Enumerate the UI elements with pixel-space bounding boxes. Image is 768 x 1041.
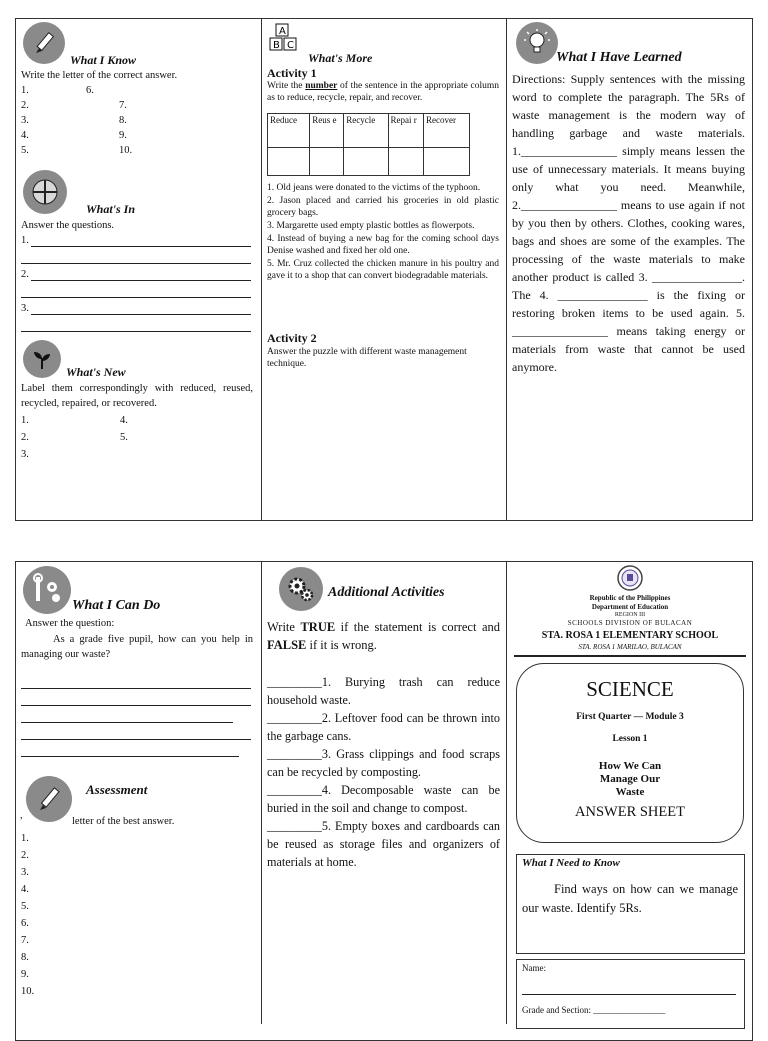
answer-line (31, 314, 251, 315)
pencil-icon (26, 776, 72, 822)
true-keyword: TRUE (300, 620, 336, 634)
list-item: 1. (21, 415, 29, 426)
in-item: 3. (21, 303, 29, 314)
lesson-topic: How We Can Manage Our Waste (598, 760, 662, 798)
svg-text:A: A (279, 26, 286, 37)
table-header: Recover (423, 114, 469, 148)
school-name: STA. ROSA 1 ELEMENTARY SCHOOL (541, 630, 719, 641)
list-item: 5. (120, 432, 128, 443)
in-item: 2. (21, 269, 29, 280)
list-item: 10. (21, 986, 35, 997)
table-header: Recycle (344, 114, 388, 148)
list-item: _________5. Empty boxes and cardboards can be reused as storage files and organizers of materials at home. (267, 819, 500, 869)
list-item: 1. (21, 85, 29, 96)
additional-items (267, 673, 500, 871)
section-title-what-i-have-learned: What I Have Learned (556, 50, 682, 65)
header-region: REGION III (614, 612, 646, 618)
top-divider-1 (261, 18, 262, 521)
list-item: 5. Mr. Cruz collected the chicken manure in his poultry and gave it to a shop that can convert biodegradable materials. (267, 259, 499, 281)
assessment-instruction: letter of the best answer. (72, 816, 175, 827)
activity1-instruction (267, 80, 499, 104)
table-header: Reduce (268, 114, 310, 148)
answer-line (21, 331, 251, 332)
list-item: 10. (119, 145, 133, 156)
list-item: 3. (21, 115, 29, 126)
list-item: 6. (21, 918, 29, 929)
lightbulb-icon (516, 22, 558, 64)
list-item: 2. (21, 432, 29, 443)
section-title-whats-new: What's New (66, 365, 126, 379)
svg-text:B: B (273, 40, 280, 51)
activity1-title: Activity 1 (267, 66, 317, 80)
list-item: 4. Instead of buying a new bag for the coming school days Denise washed and fixed her old one. (267, 234, 499, 256)
list-item: 1. Old jeans were donated to the victims of the typhoon. (267, 183, 481, 193)
list-item: 2. Jason placed and carried his groceries in old plastic grocery bags. (267, 196, 499, 218)
school-address: STA. ROSA 1 MARILAO, BULACAN (578, 643, 682, 651)
activity2-instruction: Answer the puzzle with different waste management technique. (267, 347, 467, 369)
new-right-numbers (120, 414, 160, 448)
additional-instruction (267, 618, 500, 654)
subject-title: SCIENCE (586, 677, 674, 701)
answer-line (21, 756, 239, 757)
false-keyword: FALSE (267, 638, 307, 652)
list-item: 3. (21, 449, 29, 460)
list-item: 7. (119, 100, 127, 111)
plant-icon (23, 340, 61, 378)
list-item: _________2. Leftover food can be thrown into the garbage cans. (267, 711, 500, 743)
list-item: 2. (21, 100, 29, 111)
tools-icon (23, 566, 71, 614)
list-item: 4. (120, 415, 128, 426)
bottom-divider-1 (261, 561, 262, 1024)
section-title-whats-more: What's More (308, 51, 373, 65)
learned-paragraph: Directions: Supply sentences with the missing word to complete the paragraph. The 5Rs of waste management is the modern way of handling garbage and waste materials. 1.________________ simply means lessen the use of unnecessary materials. It means buying only what you need. Meanwhile, 2.________________ means to use again if not by you then by others. Clothes, cooking wares, bags and shoes are some of the examples. The processing of the waste materials to make another product is called 3. _______________. The 4. _______________ is the fixing or restoring broken items to be used again. 5. ________________ means taking energy or materials from waste that cannot be used anymore. (512, 72, 745, 374)
list-item: 4. (21, 884, 29, 895)
section-title-whats-in: What's In (86, 202, 136, 216)
new-left-numbers (21, 414, 61, 465)
table-cell[interactable] (423, 148, 469, 176)
table-header: Reus e (310, 114, 344, 148)
list-item: 5. (21, 901, 29, 912)
new-instruction: Label them correspondingly with reduced, reused, recycled, repaired, or recovered. (21, 383, 253, 409)
list-item: 9. (119, 130, 127, 141)
table-cell[interactable] (310, 148, 344, 176)
list-item: _________3. Grass clippings and food scraps can be recycled by composting. (267, 747, 500, 779)
puzzle-icon (23, 170, 67, 214)
assessment-mark: , (20, 810, 23, 821)
name-field[interactable] (522, 994, 736, 995)
instruction-text: Write (267, 620, 301, 634)
table-cell[interactable] (268, 148, 310, 176)
answer-line (21, 722, 233, 723)
list-item: 1. (21, 833, 29, 844)
in-instruction: Answer the questions. (21, 220, 115, 231)
list-item: 5. (21, 145, 29, 156)
gears-icon (279, 567, 323, 611)
instruction-text: if the statement is correct and (335, 620, 500, 634)
section-title-assessment: Assessment (86, 782, 148, 797)
activity1-sentences (267, 182, 499, 282)
header-division: SCHOOLS DIVISION OF BULACAN (567, 619, 693, 627)
pencil-icon (23, 22, 65, 64)
table-cell[interactable] (388, 148, 423, 176)
deped-seal (617, 565, 643, 591)
know-right-numbers (86, 84, 146, 159)
section-title-what-i-know: What I Know (70, 53, 137, 67)
list-item: 4. (21, 130, 29, 141)
list-item: 3. (21, 867, 29, 878)
quarter-module: First Quarter — Module 3 (576, 712, 684, 722)
svg-text:C: C (287, 40, 294, 51)
in-item: 1. (21, 235, 29, 246)
cando-question: As a grade five pupil, how can you help in managing our waste? (21, 634, 253, 660)
answer-line (21, 688, 251, 689)
section-title-additional-activities: Additional Activities (328, 585, 445, 600)
answer-line (31, 280, 251, 281)
know-instruction: Write the letter of the correct answer. (21, 70, 178, 81)
grade-section-label: Grade and Section: ________________ (522, 1005, 666, 1015)
top-divider-2 (506, 18, 507, 521)
answer-line (21, 705, 251, 706)
header-rule (514, 655, 746, 657)
answer-line (21, 739, 251, 740)
bottom-divider-2 (506, 561, 507, 1024)
need-to-know-title: What I Need to Know (522, 857, 620, 869)
list-item: 3. Margarette used empty plastic bottles as flowerpots. (267, 221, 475, 231)
list-item: _________1. Burying trash can reduce household waste. (267, 675, 500, 707)
list-item: _________4. Decomposable waste can be buried in the soil and change to compost. (267, 783, 500, 815)
lesson-number: Lesson 1 (612, 734, 648, 744)
header-republic: Republic of the Philippines (589, 594, 671, 602)
instruction-text: if it is wrong. (306, 638, 377, 652)
assessment-numbers (21, 832, 61, 1002)
activity1-text: Write the (267, 81, 306, 91)
know-left-numbers (21, 84, 61, 159)
list-item: 7. (21, 935, 29, 946)
list-item: 6. (86, 85, 94, 96)
table-header: Repai r (388, 114, 423, 148)
activity1-table (267, 113, 470, 176)
section-title-what-i-can-do: What I Can Do (72, 598, 161, 613)
answer-line (31, 246, 251, 247)
answer-line (21, 297, 251, 298)
activity1-text: of the sentence in the appropriate column as to reduce, recycle, repair, and recover. (267, 81, 500, 103)
need-to-know-text: Find ways on how can we manage our waste. Identify 5Rs. (522, 882, 738, 915)
activity1-bold: number (305, 81, 338, 91)
list-item: 8. (21, 952, 29, 963)
table-cell[interactable] (344, 148, 388, 176)
abc-blocks-icon (267, 22, 303, 58)
list-item: 2. (21, 850, 29, 861)
answer-line (21, 263, 251, 264)
list-item: 8. (119, 115, 127, 126)
cando-instruction: Answer the question: (25, 618, 115, 629)
activity2-title: Activity 2 (267, 331, 317, 345)
list-item: 9. (21, 969, 29, 980)
header-department: Department of Education (591, 603, 669, 611)
name-label: Name: (522, 963, 546, 973)
answer-sheet-title: ANSWER SHEET (575, 804, 685, 820)
